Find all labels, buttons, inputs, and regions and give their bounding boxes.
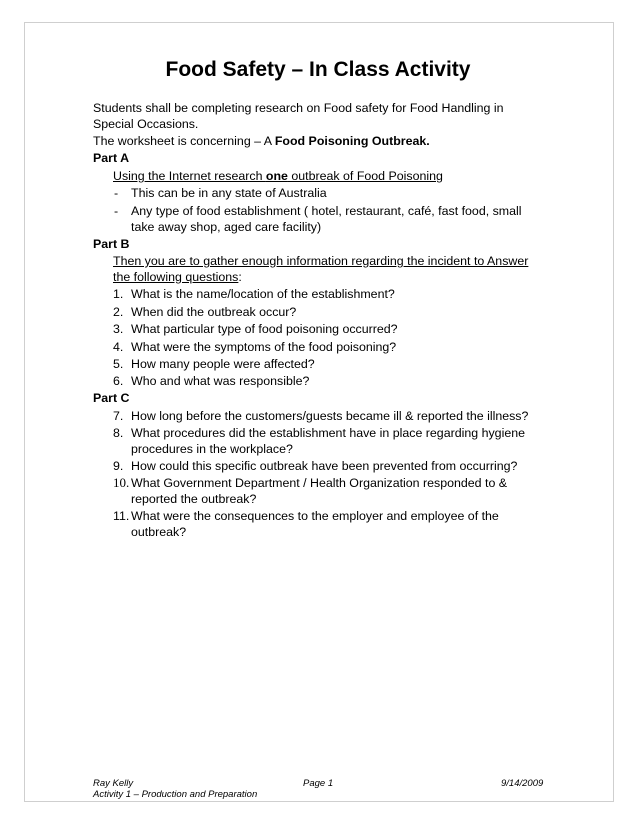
question-text: What were the consequences to the employer and employee of the	[131, 509, 499, 523]
question-number: 10.	[113, 475, 130, 490]
part-b-instruction-line-1: Then you are to gather enough information regarding the incident to Answer	[113, 254, 529, 268]
question-number: 5.	[113, 357, 124, 371]
question-text-cont: reported the outbreak?	[131, 492, 257, 506]
part-a-instruction	[113, 168, 543, 184]
question-text: When did the outbreak occur?	[131, 305, 297, 319]
question-number: 2.	[113, 305, 124, 319]
question-text: What procedures did the establishment have in place regarding hygiene	[131, 426, 525, 440]
question-text: What Government Department / Health Organization responded to &	[131, 476, 508, 490]
part-c-heading: Part C	[93, 391, 130, 405]
page-title: Food Safety – In Class Activity	[165, 58, 471, 81]
intro-line-2: Special Occasions.	[93, 117, 199, 131]
part-b-instruction-text: the following questions	[113, 270, 239, 284]
question-number: 4.	[113, 340, 124, 354]
question-text-cont: procedures in the workplace?	[131, 442, 293, 456]
footer-activity: Activity 1 – Production and Preparation	[93, 789, 258, 800]
part-a-instruction-post: outbreak of Food Poisoning	[287, 169, 443, 183]
question-number: 9.	[113, 459, 124, 473]
worksheet-line	[93, 133, 543, 149]
question-number: 3.	[113, 322, 124, 336]
footer-page-number: Page 1	[303, 778, 334, 789]
part-a-heading: Part A	[93, 151, 130, 165]
question-number: 8.	[113, 426, 124, 440]
question-text: How many people were affected?	[131, 357, 315, 371]
question-text: How could this specific outbreak have been prevented from occurring?	[131, 459, 518, 473]
question-text: What particular type of food poisoning occurred?	[131, 322, 398, 336]
part-b-heading: Part B	[93, 237, 130, 251]
question-number: 1.	[113, 287, 124, 301]
bullet-mark: -	[114, 186, 119, 200]
part-b-instruction-colon: :	[238, 270, 242, 284]
bullet-text: Any type of food establishment ( hotel, restaurant, café, fast food, small	[131, 204, 522, 218]
part-a-instruction-bold: one	[265, 169, 288, 183]
question-text-cont: outbreak?	[131, 525, 187, 539]
question-text: What were the symptoms of the food poisoning?	[131, 340, 397, 354]
bullet-mark: -	[114, 204, 119, 218]
part-a-instruction-pre: Using the Internet research	[113, 169, 266, 183]
question-text: How long before the customers/guests became ill & reported the illness?	[131, 409, 529, 423]
footer-author: Ray Kelly	[93, 778, 134, 789]
footer-date: 9/14/2009	[501, 778, 544, 789]
bullet-text: This can be in any state of Australia	[131, 186, 327, 200]
question-number: 7.	[113, 409, 124, 423]
question-number: 6.	[113, 374, 124, 388]
bullet-text-cont: take away shop, aged care facility)	[131, 220, 322, 234]
part-b-instruction-line-2	[113, 269, 543, 285]
question-text: Who and what was responsible?	[131, 374, 310, 388]
question-text: What is the name/location of the establishment?	[131, 287, 395, 301]
worksheet-topic: Food Poisoning Outbreak.	[274, 134, 430, 148]
worksheet-prefix: The worksheet is concerning – A	[93, 134, 275, 148]
question-number: 11.	[113, 509, 130, 523]
intro-line-1: Students shall be completing research on Food safety for Food Handling in	[93, 101, 504, 115]
